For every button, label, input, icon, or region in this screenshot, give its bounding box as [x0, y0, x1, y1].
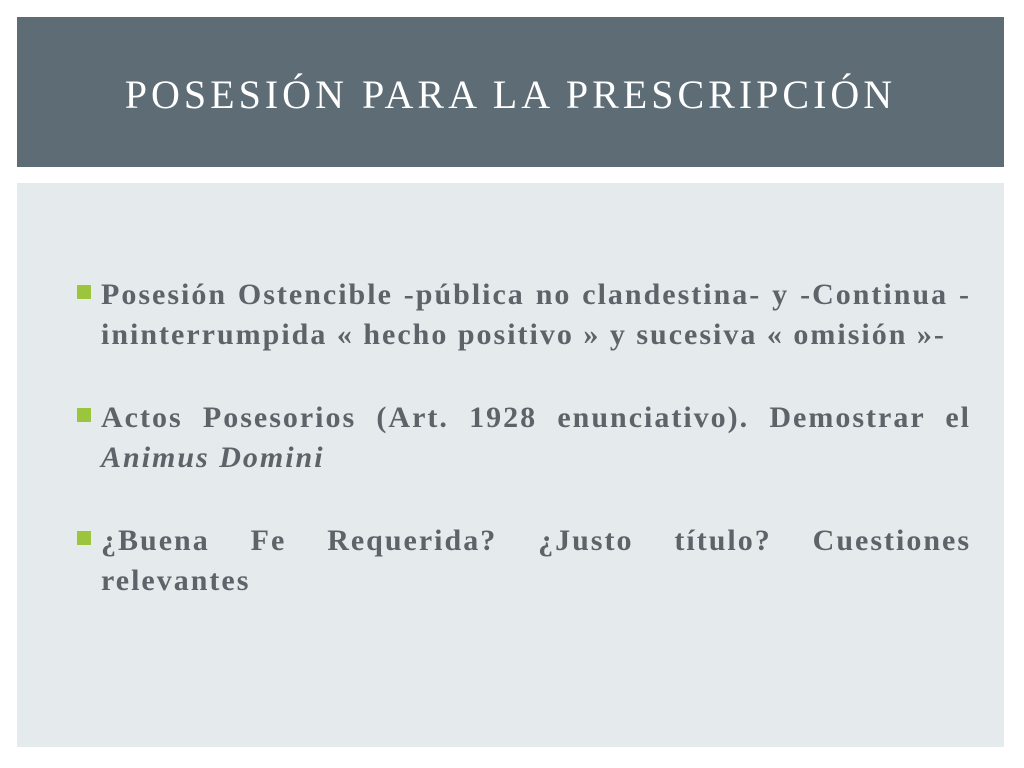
- bullet-item: [77, 521, 971, 601]
- square-bullet-icon: [77, 408, 91, 422]
- bullet-item: [77, 275, 971, 355]
- slide-title: POSESIÓN PARA LA PRESCRIPCIÓN: [124, 71, 897, 117]
- bullet-text-emphasis: Animus Domini: [101, 441, 325, 474]
- bullet-list: [77, 275, 971, 644]
- bullet-text: [101, 398, 971, 478]
- bullet-text: [101, 521, 971, 601]
- content-panel: [17, 183, 1004, 747]
- square-bullet-icon: [77, 531, 91, 545]
- bullet-text-main: Posesión Ostencible -pública no clandestina- y -Continua -ininterrumpida « hecho positivo » y sucesiva « omisión »-: [101, 278, 971, 351]
- bullet-item: [77, 398, 971, 478]
- square-bullet-icon: [77, 285, 91, 299]
- bullet-text-main: ¿Buena Fe Requerida? ¿Justo título? Cuestiones relevantes: [101, 524, 971, 597]
- title-bar: [17, 17, 1004, 167]
- bullet-text-main: Actos Posesorios (Art. 1928 enunciativo). Demostrar el: [101, 401, 971, 434]
- bullet-text: [101, 275, 971, 355]
